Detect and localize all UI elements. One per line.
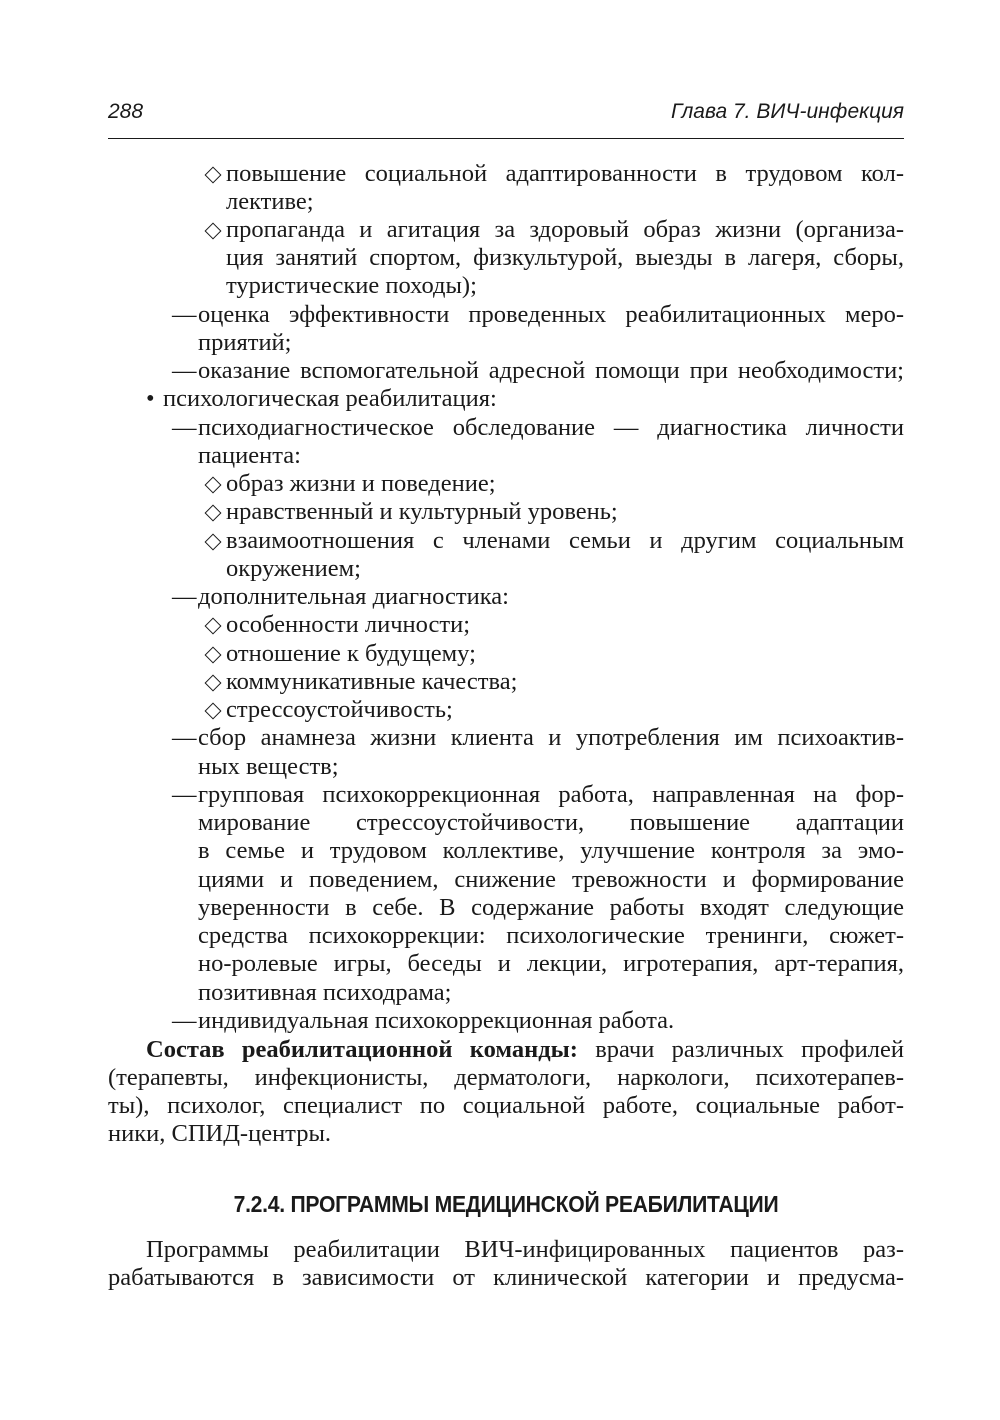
list-line: пропаганда и агитация за здоровый образ жизни (организа- bbox=[226, 216, 904, 243]
dash-marker: — bbox=[172, 583, 197, 610]
dash-marker: — bbox=[172, 301, 197, 328]
list-line: коммуникативные качества; bbox=[226, 668, 518, 695]
list-line: психологическая реабилитация: bbox=[163, 385, 497, 412]
list-line: пациента: bbox=[198, 442, 301, 469]
list-line: средства психокоррекции: психологические тренинги, сюжет- bbox=[198, 922, 904, 949]
list-line: ных веществ; bbox=[198, 753, 339, 780]
list-line: нравственный и культурный уровень; bbox=[226, 498, 618, 525]
list-line: туристические походы); bbox=[226, 272, 477, 299]
programs-line-1: Программы реабилитации ВИЧ-инфицированных пациентов раз- bbox=[146, 1236, 904, 1263]
list-line: психодиагностическое обследование — диагностика личности bbox=[198, 414, 904, 441]
diamond-bullet-icon bbox=[205, 675, 222, 692]
list-line: образ жизни и поведение; bbox=[226, 470, 496, 497]
dash-marker: — bbox=[172, 1007, 197, 1034]
running-header bbox=[108, 98, 904, 139]
dash-marker: — bbox=[172, 357, 197, 384]
list-line: в семье и трудовом коллективе, улучшение контроля за эмо- bbox=[198, 837, 904, 864]
bullet-marker: • bbox=[146, 385, 155, 412]
diamond-bullet-icon bbox=[205, 477, 222, 494]
programs-line-2: рабатываются в зависимости от клинической категории и предусма- bbox=[108, 1264, 904, 1291]
diamond-bullet-icon bbox=[205, 618, 222, 635]
list-line: но-ролевые игры, беседы и лекции, игротерапия, арт-терапия, bbox=[198, 950, 904, 977]
dash-marker: — bbox=[172, 414, 197, 441]
diamond-bullet-icon bbox=[205, 505, 222, 522]
team-line-4: ники, СПИД-центры. bbox=[108, 1120, 332, 1147]
list-line: сбор анамнеза жизни клиента и употребления им психоактив- bbox=[198, 724, 904, 751]
list-line: дополнительная диагностика: bbox=[198, 583, 509, 610]
dash-marker: — bbox=[172, 724, 197, 751]
diamond-bullet-icon bbox=[205, 534, 222, 551]
team-line-2: (терапевты, инфекционисты, дерматологи, наркологи, психотерапев- bbox=[108, 1064, 904, 1091]
page-number: 288 bbox=[108, 100, 144, 123]
diamond-bullet-icon bbox=[205, 703, 222, 720]
dash-marker: — bbox=[172, 781, 197, 808]
list-line: ция занятий спортом, физкультурой, выезды в лагеря, сборы, bbox=[226, 244, 904, 271]
list-line: взаимоотношения с членами семьи и другим социальным bbox=[226, 527, 904, 554]
list-line: индивидуальная психокоррекционная работа. bbox=[198, 1007, 675, 1034]
list-line: окружением; bbox=[226, 555, 361, 582]
team-line-1-rest: врачи различных профилей bbox=[577, 1036, 904, 1063]
list-line: приятий; bbox=[198, 329, 292, 356]
team-line-3: ты), психолог, специалист по социальной работе, социальные работ- bbox=[108, 1092, 904, 1119]
diamond-bullet-icon bbox=[205, 223, 222, 240]
list-line: мирование стрессоустойчивости, повышение адаптации bbox=[198, 809, 904, 836]
team-line-1 bbox=[146, 1036, 904, 1064]
list-line: оказание вспомогательной адресной помощи при необходимости; bbox=[198, 357, 904, 384]
list-line: лективе; bbox=[226, 188, 314, 215]
list-line: оценка эффективности проведенных реабилитационных меро- bbox=[198, 301, 904, 328]
chapter-title: Глава 7. ВИЧ-инфекция bbox=[670, 100, 904, 123]
list-line: групповая психокоррекционная работа, направленная на фор- bbox=[198, 781, 904, 808]
list-line: позитивная психодрама; bbox=[198, 979, 452, 1006]
list-line: циями и поведением, снижение тревожности и формирование bbox=[198, 866, 904, 893]
list-line: повышение социальной адаптированности в трудовом кол- bbox=[226, 160, 904, 187]
team-bold-lead: Состав реабилитационной команды: bbox=[146, 1036, 578, 1063]
list-line: стрессоустойчивость; bbox=[226, 696, 453, 723]
list-line: уверенности в себе. В содержание работы входят следующие bbox=[198, 894, 904, 921]
section-heading: 7.2.4. ПРОГРАММЫ МЕДИЦИНСКОЙ РЕАБИЛИТАЦИИ bbox=[233, 1191, 779, 1217]
diamond-bullet-icon bbox=[205, 167, 222, 184]
diamond-bullet-icon bbox=[205, 647, 222, 664]
list-line: отношение к будущему; bbox=[226, 640, 476, 667]
list-line: особенности личности; bbox=[226, 611, 471, 638]
